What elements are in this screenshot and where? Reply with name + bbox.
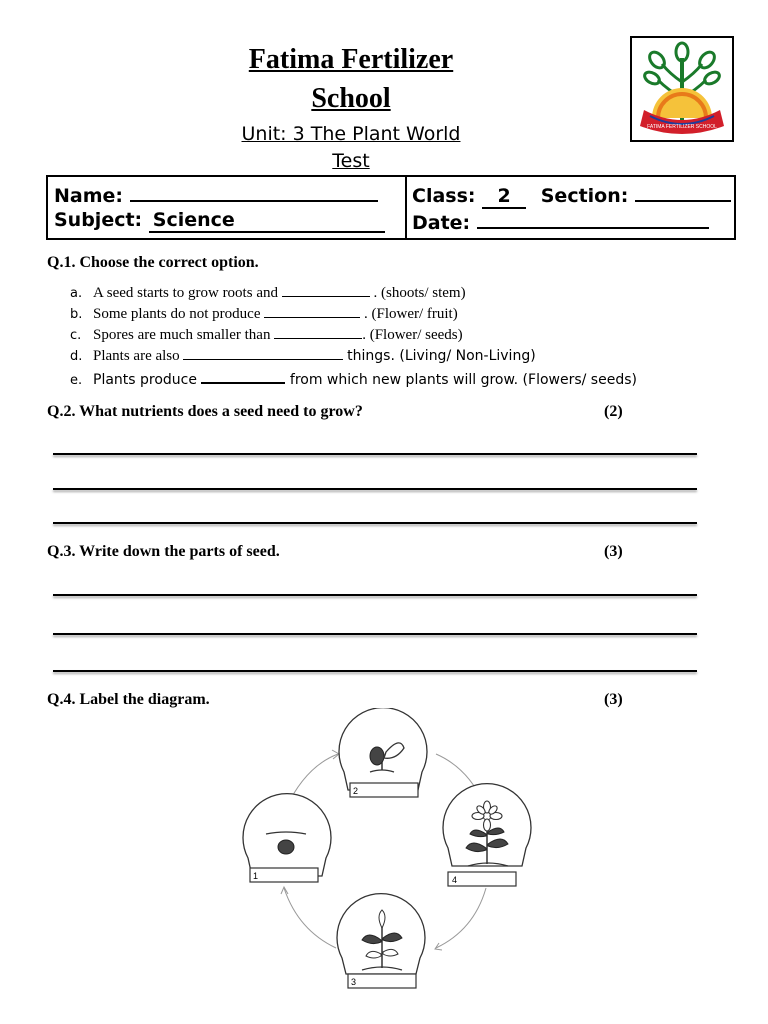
option-letter: b. <box>70 307 83 322</box>
q4-title: Q.4. Label the diagram. <box>47 691 210 708</box>
q2-marks: (2) <box>604 403 623 420</box>
option-choices: things. (Living/ Non-Living) <box>347 348 536 364</box>
name-row <box>54 182 378 207</box>
stage-1-globe <box>243 794 331 882</box>
option-letter: e. <box>70 373 83 388</box>
q3-answer-line-2[interactable] <box>53 633 697 635</box>
stage-4-globe <box>443 784 531 886</box>
option-choices: . (Flower/ seeds) <box>362 327 463 343</box>
q4-marks: (3) <box>604 691 623 708</box>
tree-logo-icon <box>632 38 732 140</box>
q1-option-b <box>70 304 458 323</box>
option-text: Some plants do not produce <box>93 306 261 322</box>
date-field[interactable] <box>477 209 709 229</box>
school-logo <box>630 36 734 142</box>
q1-option-c <box>70 325 463 344</box>
class-section-row <box>412 182 731 209</box>
student-info-box <box>46 175 736 240</box>
section-label: Section: <box>540 185 629 207</box>
answer-blank[interactable] <box>282 283 370 297</box>
section-field[interactable] <box>635 182 731 202</box>
option-text: Plants produce <box>93 372 197 388</box>
q2-answer-line-1[interactable] <box>53 453 697 455</box>
stage-2-number: 2 <box>353 786 359 796</box>
q2-title: Q.2. What nutrients does a seed need to grow? <box>47 403 363 420</box>
class-field[interactable]: 2 <box>482 185 526 209</box>
option-letter: d. <box>70 349 83 364</box>
life-cycle-illustration <box>236 708 536 998</box>
subject-row <box>54 209 385 233</box>
answer-blank[interactable] <box>183 346 343 360</box>
option-choices: . (shoots/ stem) <box>373 285 466 301</box>
test-title: Test <box>332 150 370 172</box>
unit-title: Unit: 3 The Plant World <box>241 123 461 145</box>
school-name-line2: School <box>311 83 391 114</box>
stage-4-number: 4 <box>452 875 458 885</box>
option-text: Spores are much smaller than <box>93 327 271 343</box>
name-label: Name: <box>54 185 124 207</box>
stage-1-number: 1 <box>253 871 259 881</box>
name-field[interactable] <box>130 182 378 202</box>
answer-blank[interactable] <box>264 304 360 318</box>
option-text: Plants are also <box>93 348 180 364</box>
logo-text: FATIMA FERTILIZER SCHOOL <box>647 124 717 130</box>
date-label: Date: <box>412 212 471 234</box>
q2-answer-line-2[interactable] <box>53 488 697 490</box>
class-label: Class: <box>412 185 476 207</box>
q1-option-a <box>70 283 466 302</box>
date-row <box>412 209 709 234</box>
answer-blank[interactable] <box>201 369 285 384</box>
info-divider <box>405 177 407 238</box>
stage-2-globe <box>339 708 427 797</box>
q1-title: Q.1. Choose the correct option. <box>47 254 259 271</box>
stage-3-globe <box>337 894 425 988</box>
subject-label: Subject: <box>54 209 143 231</box>
q3-answer-line-3[interactable] <box>53 670 697 672</box>
option-choices: . (Flower/ fruit) <box>363 306 458 322</box>
q1-option-d <box>70 346 536 365</box>
option-letter: a. <box>70 286 83 301</box>
option-letter: c. <box>70 328 82 343</box>
school-name-line1: Fatima Fertilizer <box>248 44 454 75</box>
plant-life-cycle-diagram <box>236 708 536 998</box>
option-text: A seed starts to grow roots and <box>93 285 278 301</box>
answer-blank[interactable] <box>274 325 362 339</box>
q3-title: Q.3. Write down the parts of seed. <box>47 543 280 560</box>
subject-field[interactable]: Science <box>149 209 385 233</box>
stage-3-number: 3 <box>351 977 357 987</box>
q3-marks: (3) <box>604 543 623 560</box>
q3-answer-line-1[interactable] <box>53 594 697 596</box>
q2-answer-line-3[interactable] <box>53 522 697 524</box>
q1-option-e <box>70 369 637 388</box>
option-choices: from which new plants will grow. (Flowers/ seeds) <box>289 372 637 388</box>
